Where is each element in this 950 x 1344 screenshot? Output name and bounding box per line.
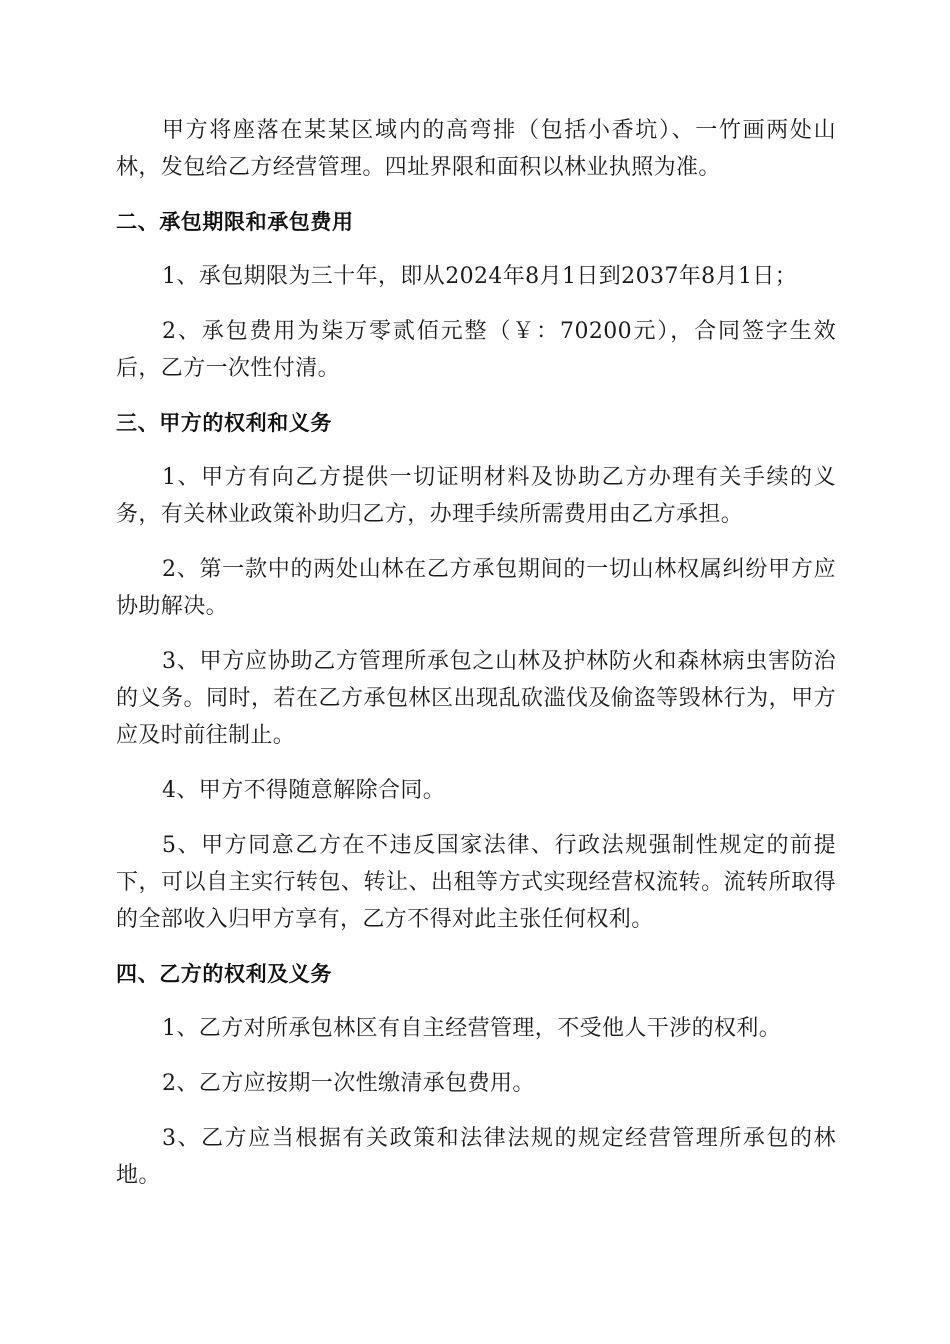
clause-2-1: 1、承包期限为三十年，即从2024年8月1日到2037年8月1日； bbox=[162, 264, 798, 289]
document-body bbox=[116, 112, 836, 1212]
section-heading-party-a-rights: 三、甲方的权利和义务 bbox=[116, 411, 332, 435]
clause-4-2: 2、乙方应按期一次性缴清承包费用。 bbox=[162, 1071, 535, 1096]
clause-4-1: 1、乙方对所承包林区有自主经营管理，不受他人干涉的权利。 bbox=[162, 1016, 782, 1041]
intro-paragraph: 甲方将座落在某某区域内的高弯排（包括小香坑）、一竹画两处山林，发包给乙方经营管理。四址界限和面积以林业执照为准。 bbox=[116, 118, 836, 180]
clause-2-2: 2、承包费用为柒万零贰佰元整（￥：70200元），合同签字生效后，乙方一次性付清。 bbox=[116, 319, 836, 381]
clause-3-4: 4、甲方不得随意解除合同。 bbox=[162, 778, 446, 803]
section-heading-term-and-fee: 二、承包期限和承包费用 bbox=[116, 210, 354, 234]
clause-3-5: 5、甲方同意乙方在不违反国家法律、行政法规强制性规定的前提下，可以自主实行转包、转让、出租等方式实现经营权流转。流转所取得的全部收入归甲方享有，乙方不得对此主张任何权利。 bbox=[116, 833, 836, 932]
clause-3-2: 2、第一款中的两处山林在乙方承包期间的一切山林权属纠纷甲方应协助解决。 bbox=[116, 557, 836, 619]
clause-4-3: 3、乙方应当根据有关政策和法律法规的规定经营管理所承包的林地。 bbox=[116, 1126, 836, 1188]
clause-3-1: 1、甲方有向乙方提供一切证明材料及协助乙方办理有关手续的义务，有关林业政策补助归乙方，办理手续所需费用由乙方承担。 bbox=[116, 465, 836, 527]
clause-3-3: 3、甲方应协助乙方管理所承包之山林及护林防火和森林病虫害防治的义务。同时，若在乙方承包林区出现乱砍滥伐及偷盗等毁林行为，甲方应及时前往制止。 bbox=[116, 649, 836, 748]
section-heading-party-b-rights: 四、乙方的权利及义务 bbox=[116, 962, 332, 986]
